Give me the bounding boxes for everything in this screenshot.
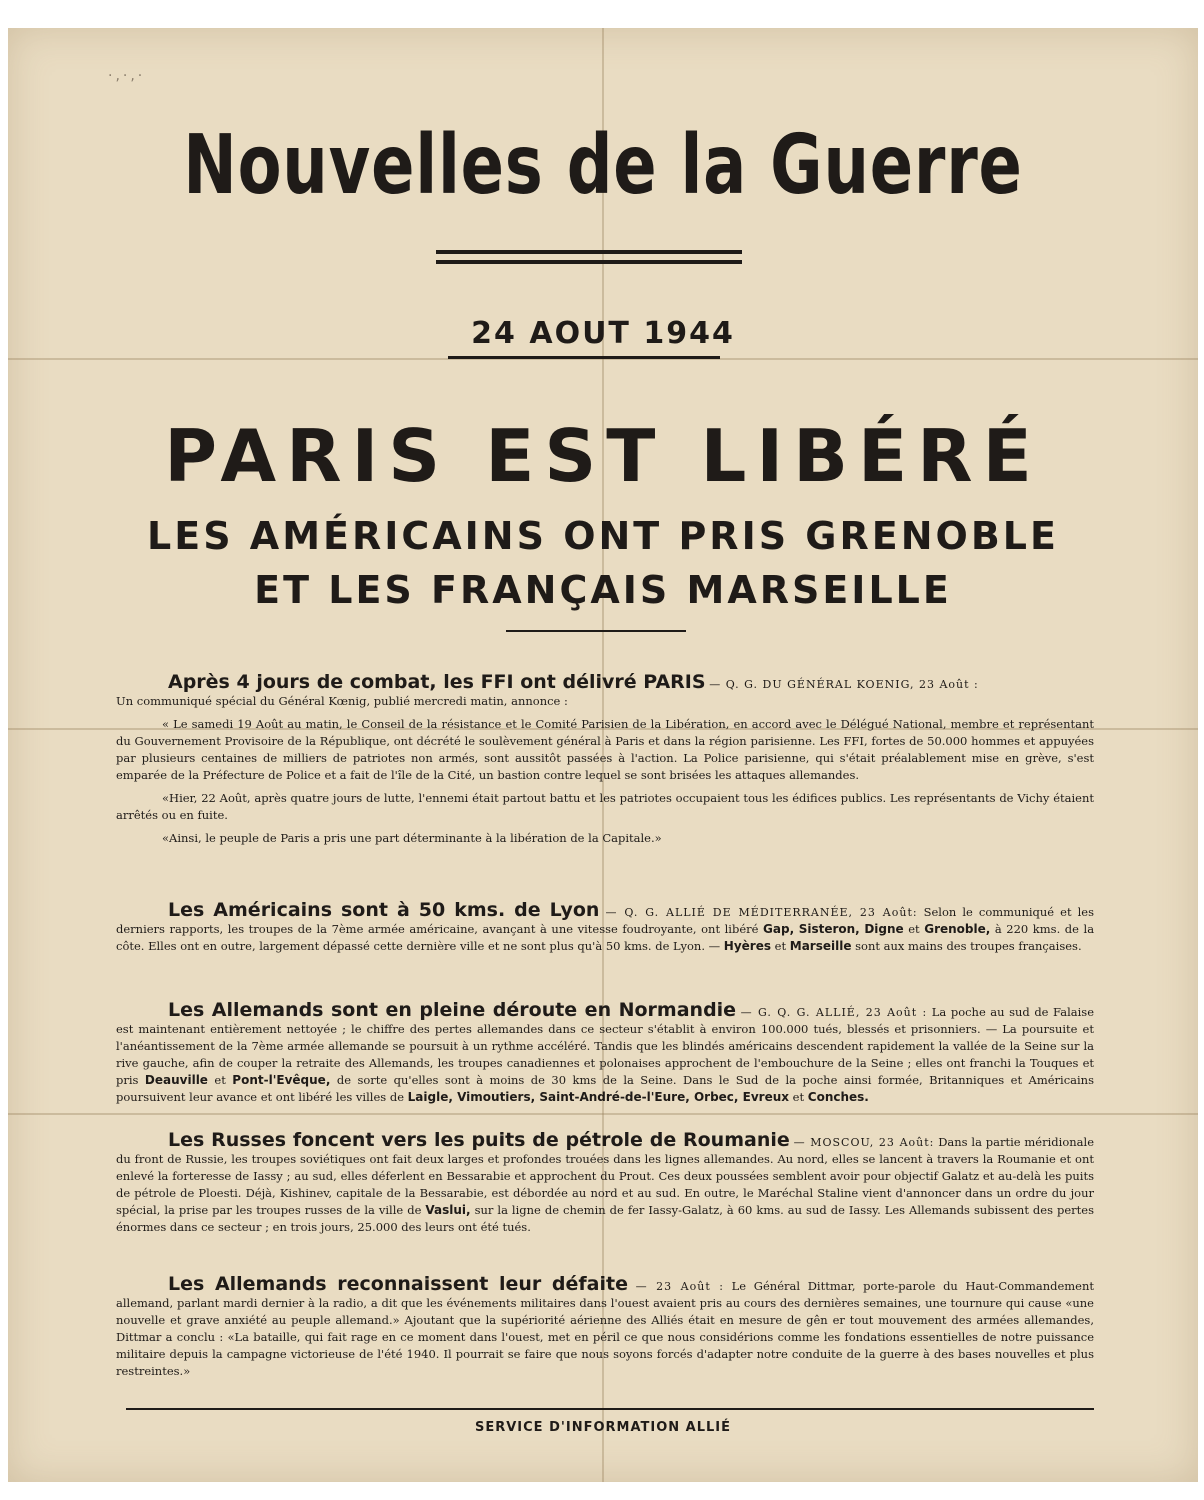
place-gap: Gap, <box>763 922 795 936</box>
footer-rule <box>126 1408 1094 1410</box>
section-normandie <box>116 999 1095 1106</box>
section-normandie-heading: Les Allemands sont en pleine déroute en Normandie <box>168 999 737 1021</box>
conjunction: et <box>792 1090 805 1104</box>
poster <box>8 28 1198 1482</box>
section-paris-quote-1: « Le samedi 19 Août au matin, le Conseil de la résistance et le Comité Parisien de la Libération, en accord avec le Délégué National, membre et représentant du Gouvernement Provisoire de la République, ont décrété le soulèvement général à Paris et dans la région parisienne. Les FFI, fortes de 50.000 hommes et appuyées par plusieurs centaines de milliers de patriotes non armés, sont aussitôt passées à l'action. La Police parisienne, qui s'était préalablement mise en grève, s'est emparée de la Préfecture de Police et a fait de l'île de la Cité, un bastion contre lequel se sont brisées les attaques allemandes. <box>116 717 1094 782</box>
place-pont-leveque: Pont-l'Evêque, <box>232 1073 331 1087</box>
subheadline-1: LES AMÉRICAINS ONT PRIS GRENOBLE <box>147 514 1059 558</box>
place-digne: Digne <box>864 922 904 936</box>
title-rule-top <box>436 250 742 254</box>
places-liberated: Laigle, Vimoutiers, Saint-André-de-l'Eure, Orbec, Evreux <box>407 1090 790 1104</box>
conjunction: et <box>214 1073 226 1087</box>
section-paris-header <box>116 671 1094 693</box>
section-russie-source: — MOSCOU, 23 Août: <box>793 1136 935 1149</box>
place-vaslui: Vaslui, <box>425 1203 471 1217</box>
date-underline <box>448 356 720 359</box>
section-paris-heading: Après 4 jours de combat, les FFI ont délivré PARIS <box>168 671 706 693</box>
section-russie-heading: Les Russes foncent vers les puits de pétrole de Roumanie <box>168 1129 790 1151</box>
section-defaite-text <box>116 1273 1095 1380</box>
subheadline-2: ET LES FRANÇAIS MARSEILLE <box>254 568 952 612</box>
section-normandie-source: — G. Q. G. ALLIÉ, 23 Août : <box>740 1006 928 1019</box>
section-lyon-text <box>116 899 1095 955</box>
place-marseille: Marseille <box>789 939 852 953</box>
section-lyon-text-3: sont aux mains des troupes françaises. <box>855 939 1082 953</box>
poster-title: Nouvelles de la Guerre <box>183 118 1023 213</box>
section-russie-text <box>116 1129 1094 1236</box>
section-russie <box>116 1129 1094 1236</box>
section-paris <box>116 671 1094 847</box>
section-defaite-heading: Les Allemands reconnaissent leur défaite <box>168 1273 628 1295</box>
section-lyon-heading: Les Américains sont à 50 kms. de Lyon <box>168 899 600 921</box>
section-russie-text-2: sur la ligne de chemin de fer Iassy-Galatz, à 60 kms. au sud de Iassy. Les Allemands subissent des pertes énormes dans ce secteur ; en trois jours, 25.000 des leurs ont été tués. <box>116 1203 1094 1234</box>
place-hyeres: Hyères <box>723 939 771 953</box>
section-lyon-source: — Q. G. ALLIÉ DE MÉDITERRANÉE, 23 Août: <box>605 906 918 919</box>
section-normandie-text-1: La poche au sud de Falaise est maintenant entièrement nettoyée ; le chiffre des pertes allemandes dans ce secteur s'établit à environ 100.000 tués, blessés et prisonniers. — La poursuite et l'anéantissement de la 7ème armée allemande se poursuit à un rythme accéléré. Tandis que les blindés américains descendent rapidement la vallée de la Seine sur la rive gauche, afin de couper la retraite des Allemands, les troupes canadiennes et polonaises approchent de l'embouchure de la Seine ; elles ont franchi la Touques et pris <box>116 1005 1095 1087</box>
section-lyon <box>116 899 1095 955</box>
footer-credit: SERVICE D'INFORMATION ALLIÉ <box>474 1420 732 1435</box>
section-paris-quote-2: «Hier, 22 Août, après quatre jours de lutte, l'ennemi était partout battu et les patriotes occupaient tous les édifices publics. Les représentants de Vichy étaient arrêtés ou en fuite. <box>116 791 1094 822</box>
title-rule-bottom <box>436 260 742 264</box>
section-normandie-text <box>116 999 1095 1106</box>
section-paris-source: — Q. G. DU GÉNÉRAL KOENIG, 23 Août : <box>709 678 979 691</box>
section-lyon-text-1: Selon le communiqué et les derniers rapports, les troupes de la 7ème armée américaine, avançant à une vitesse foudroyante, ont libéré <box>116 905 1095 936</box>
place-sisteron: Sisteron, <box>798 922 860 936</box>
main-headline: PARIS EST LIBÉRÉ <box>164 414 1042 498</box>
section-lyon-text-2: à 220 kms. de la côte. Elles ont en outre, largement dépassé cette dernière ville et ne sont plus qu'à 50 kms. de Lyon. — <box>116 922 1095 953</box>
section-normandie-text-2: de sorte qu'elles sont à moins de 30 kms de la Seine. Dans le Sud de la poche ainsi formée, Britanniques et Américains poursuivent leur avance et ont libéré les villes de <box>116 1073 1094 1104</box>
conjunction: et <box>774 939 787 953</box>
place-deauville: Deauville <box>144 1073 208 1087</box>
handwritten-mark: ·,·,· <box>108 68 146 84</box>
section-defaite-body: Le Général Dittmar, porte-parole du Haut-Commandement allemand, parlant mardi dernier à la radio, a dit que les événements militaires dans l'ouest avaient pris au cours des dernières semaines, une tournure qui cause «une nouvelle et grave anxiété au peuple allemand.» Ajoutant que la supériorité aérienne des Alliés était en mesure de gên er tout mouvement des armées allemandes, Dittmar a conclu : «La bataille, qui fait rage en ce moment dans l'ouest, met en péril ce que nous considérions comme les fondations essentielles de notre puissance militaire depuis la campagne victorieuse de l'été 1940. Il pourrait se faire que nous soyons forcés d'adapter notre conduite de la guerre à des bases nouvelles et plus restreintes.» <box>116 1279 1095 1378</box>
section-defaite-source: — 23 Août : <box>635 1280 724 1293</box>
poster-date: 24 AOUT 1944 <box>471 316 735 351</box>
section-russie-text-1: Dans la partie méridionale du front de Russie, les troupes soviétiques ont fait deux larges et profondes trouées dans les lignes allemandes. Au nord, elles se lancent à travers la Roumanie et ont enlevé la forteresse de Iassy ; au sud, elles déferlent en Bessarabie et approchent du Prout. Ces deux poussées semblent avoir pour objectif Galatz et au-delà les puits de pétrole de Ploesti. Déjà, Kishinev, capitale de la Bessarabie, est débordée au nord et au sud. En outre, le Maréchal Staline vient d'annoncer dans un ordre du jour spécial, la prise par les troupes russes de la ville de <box>116 1135 1094 1217</box>
section-defaite <box>116 1273 1095 1380</box>
section-paris-quote-3: «Ainsi, le peuple de Paris a pris une part déterminante à la libération de la Capitale.» <box>162 831 662 845</box>
headline-divider <box>506 630 686 632</box>
place-conches: Conches. <box>807 1090 869 1104</box>
conjunction: et <box>908 922 920 936</box>
place-grenoble: Grenoble, <box>924 922 991 936</box>
section-paris-intro: Un communiqué spécial du Général Kœnig, publié mercredi matin, annonce : <box>116 694 568 708</box>
